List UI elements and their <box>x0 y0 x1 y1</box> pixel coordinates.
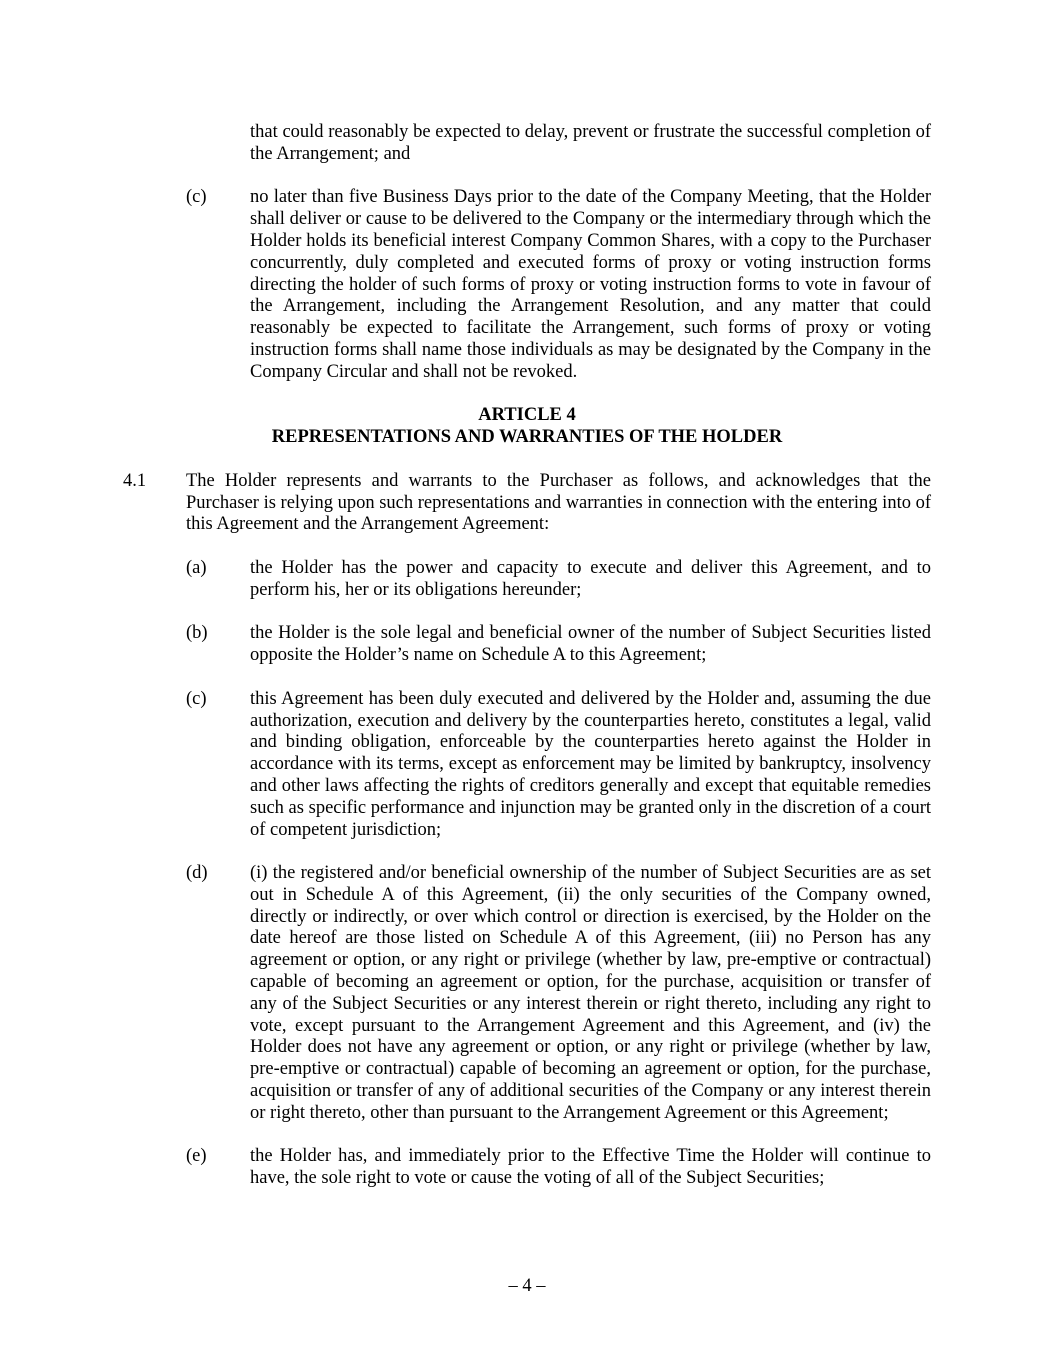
item-label: (e) <box>186 1146 207 1167</box>
item-text: the Holder has, and immediately prior to the Effective Time the Holder will continue to have, the sole right to vote or cause the voting of all of the Subject Securities; <box>250 1146 931 1189</box>
item-label: (c) <box>186 688 207 709</box>
list-item-c-notice <box>186 187 931 383</box>
article-heading <box>123 405 931 449</box>
section-label: 4.1 <box>123 470 147 491</box>
article-title: REPRESENTATIONS AND WARRANTIES OF THE HOLDER <box>271 427 783 448</box>
item-text: the Holder is the sole legal and beneficial owner of the number of Subject Securities listed opposite the Holder’s name on Schedule A to this Agreement; <box>250 623 931 666</box>
list-item-c <box>186 689 931 842</box>
item-label: (a) <box>186 557 207 578</box>
paragraph-continuation: that could reasonably be expected to delay, prevent or frustrate the successful completion of the Arrangement; and <box>250 122 931 164</box>
item-label: (d) <box>186 863 208 884</box>
item-text: the Holder has the power and capacity to execute and deliver this Agreement, and to perform his, her or its obligations hereunder; <box>250 557 931 600</box>
list-item-b <box>186 623 931 667</box>
section-text: The Holder represents and warrants to the Purchaser as follows, and acknowledges that the Purchaser is relying upon such representations and warranties in connection with the entering into of this Agreement and the Arrangement Agreement: <box>186 470 931 535</box>
item-text: (i) the registered and/or beneficial ownership of the number of Subject Securities are as set out in Schedule A of this Agreement, (ii) the only securities of the Company owned, directly or indirectly, or over which control or direction is exercised, by the Holder on the date hereof are those listed on Schedule A of this Agreement, (iii) no Person has any agreement or option, or any right or privilege (whether by law, pre-emptive or contractual) capable of becoming an agreement or option, for the purchase, acquisition or transfer of any of the Subject Securities or any interest therein or right thereto, including any right to vote, except pursuant to the Arrangement Agreement and this Agreement, and (iv) the Holder does not have any agreement or option, or any right or privilege (whether by law, pre-emptive or contractual) capable of becoming an agreement or option, for the purchase, acquisition or transfer of any of additional securities of the Company or any interest therein or right thereto, other than pursuant to the Arrangement Agreement or this Agreement; <box>250 863 931 1123</box>
item-label: (c) <box>186 187 207 208</box>
list-item-a <box>186 558 931 602</box>
section-4-1 <box>123 471 931 536</box>
item-text: no later than five Business Days prior to the date of the Company Meeting, that the Holder shall deliver or cause to be delivered to the Company or the intermediary through which the Holder holds its beneficial interest Company Common Shares, with a copy to the Purchaser concurrently, duly completed and executed forms of proxy or voting instruction forms directing the holder of such forms of proxy or voting instruction forms to vote in favour of the Arrangement, including the Arrangement Resolution, and any matter that could reasonably be expected to facilitate the Arrangement, such forms of proxy or voting instruction forms shall name those individuals as may be designated by the Company in the Company Circular and shall not be revoked. <box>250 187 931 382</box>
list-item-d <box>186 863 931 1125</box>
article-number: ARTICLE 4 <box>478 405 576 426</box>
list-item-e <box>186 1146 931 1190</box>
item-label: (b) <box>186 623 208 644</box>
page-number: – 4 – <box>508 1276 546 1296</box>
item-text: this Agreement has been duly executed and delivered by the Holder and, assuming the due authorization, execution and delivery by the counterparties hereto, constitutes a legal, valid and binding obligation, enforceable by the counterparties hereto against the Holder in accordance with its terms, except as enforcement may be limited by bankruptcy, insolvency and other laws affecting the rights of creditors generally and except that equitable remedies such as specific performance and injunction may be granted only in the discretion of a court of competent jurisdiction; <box>250 688 931 840</box>
